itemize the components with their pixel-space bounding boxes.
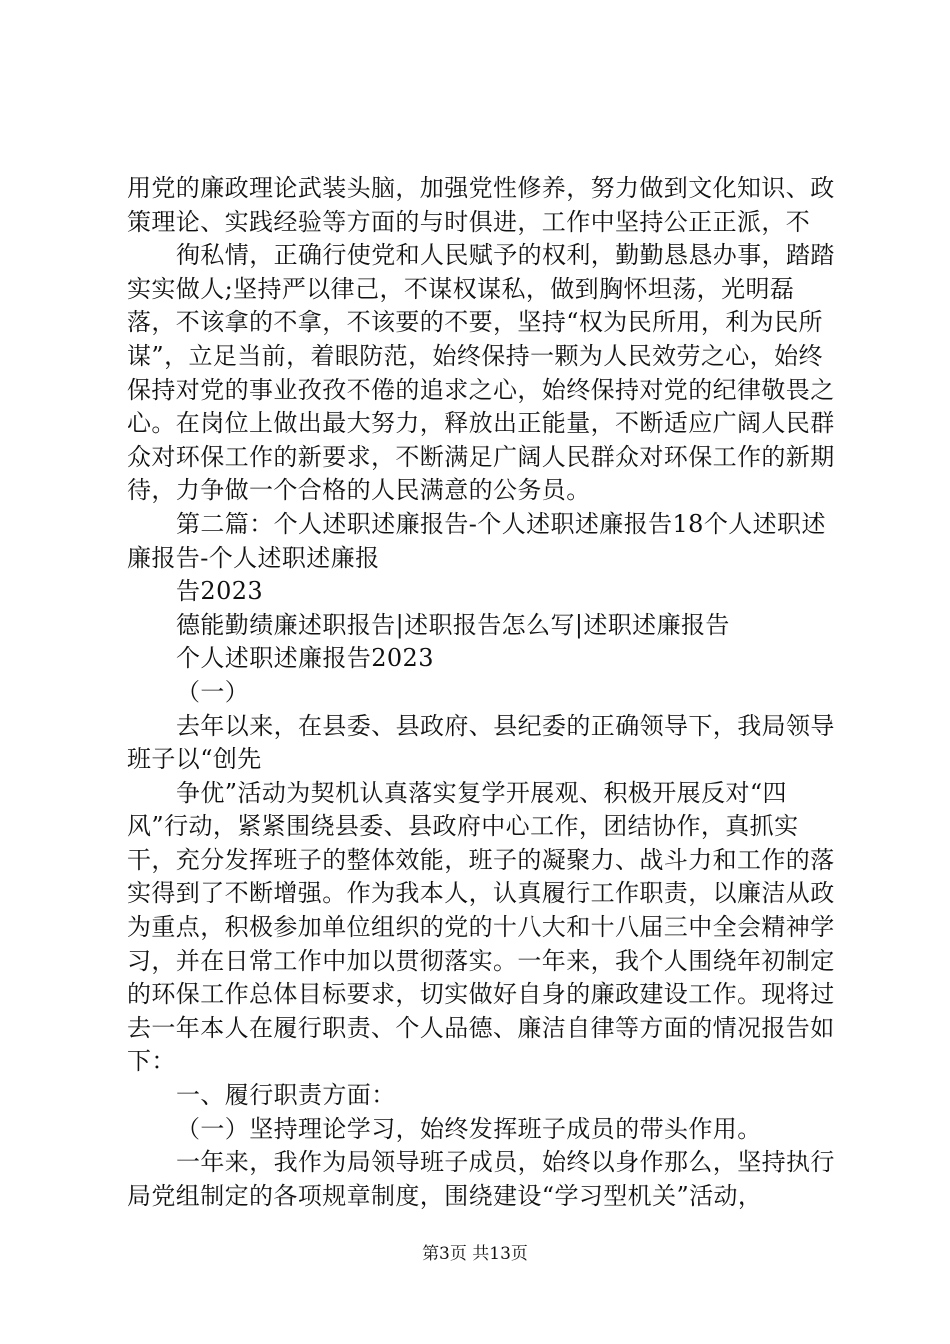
section-heading-duties: 一、履行职责方面： bbox=[176, 1081, 396, 1110]
section-heading-2-year: 告2023 bbox=[176, 577, 264, 606]
report-title: 个人述职述廉报告2023 bbox=[176, 644, 434, 673]
paragraph-3: 去年以来，在县委、县政府、县纪委的正确领导下，我局领导班子以“创先 bbox=[127, 711, 835, 774]
paragraph-2: 徇私情，正确行使党和人民赋予的权利，勤勤恳恳办事，踏踏实实做人;坚持严以律己，不谋权谋私，做到胸怀坦荡，光明磊落，不该拿的不拿，不该要的不要，坚持“权为民所用，利为民所谋”，立足当前，着眼防范，始终保持一颗为人民效劳之心，始终保持对党的事业孜孜不倦的追求之心，始终保持对党的纪律敬畏之心。在岗位上做出最大努力，释放出正能量，不断适应广阔人民群众对环保工作的新要求，不断满足广阔人民群众对环保工作的新期待，力争做一个合格的人民满意的公务员。 bbox=[127, 241, 835, 505]
document-body bbox=[127, 172, 837, 1213]
part-number: （一） bbox=[176, 677, 250, 706]
paragraph-4: 争优”活动为契机认真落实复学开展观、积极开展反对“四风”行动，紧紧围绕县委、县政府中心工作，团结协作，真抓实干，充分发挥班子的整体效能，班子的凝聚力、战斗力和工作的落实得到了不断增强。作为我本人，认真履行工作职责，以廉洁从政为重点，积极参加单位组织的党的十八大和十八届三中全会精神学习，并在日常工作中加以贯彻落实。一年来，我个人围绕年初制定的环保工作总体目标要求，切实做好自身的廉政建设工作。现将过去一年本人在履行职责、个人品德、廉洁自律等方面的情况报告如下： bbox=[127, 778, 835, 1076]
section-heading-2: 第二篇：个人述职述廉报告-个人述职述廉报告18个人述职述廉报告-个人述职述廉报 bbox=[127, 509, 826, 572]
subtitle-links: 德能勤绩廉述职报告|述职报告怎么写|述职述廉报告 bbox=[176, 610, 730, 639]
subsection-heading-1: （一）坚持理论学习，始终发挥班子成员的带头作用。 bbox=[176, 1114, 762, 1143]
paragraph-1: 用党的廉政理论武装头脑，加强党性修养，努力做到文化知识、政策理论、实践经验等方面的与时俱进，工作中坚持公正正派，不 bbox=[127, 174, 835, 236]
paragraph-5: 一年来，我作为局领导班子成员，始终以身作那么，坚持执行局党组制定的各项规章制度，围绕建设“学习型机关”活动， bbox=[127, 1148, 835, 1210]
page-footer: 第3页 共13页 bbox=[422, 1244, 528, 1264]
